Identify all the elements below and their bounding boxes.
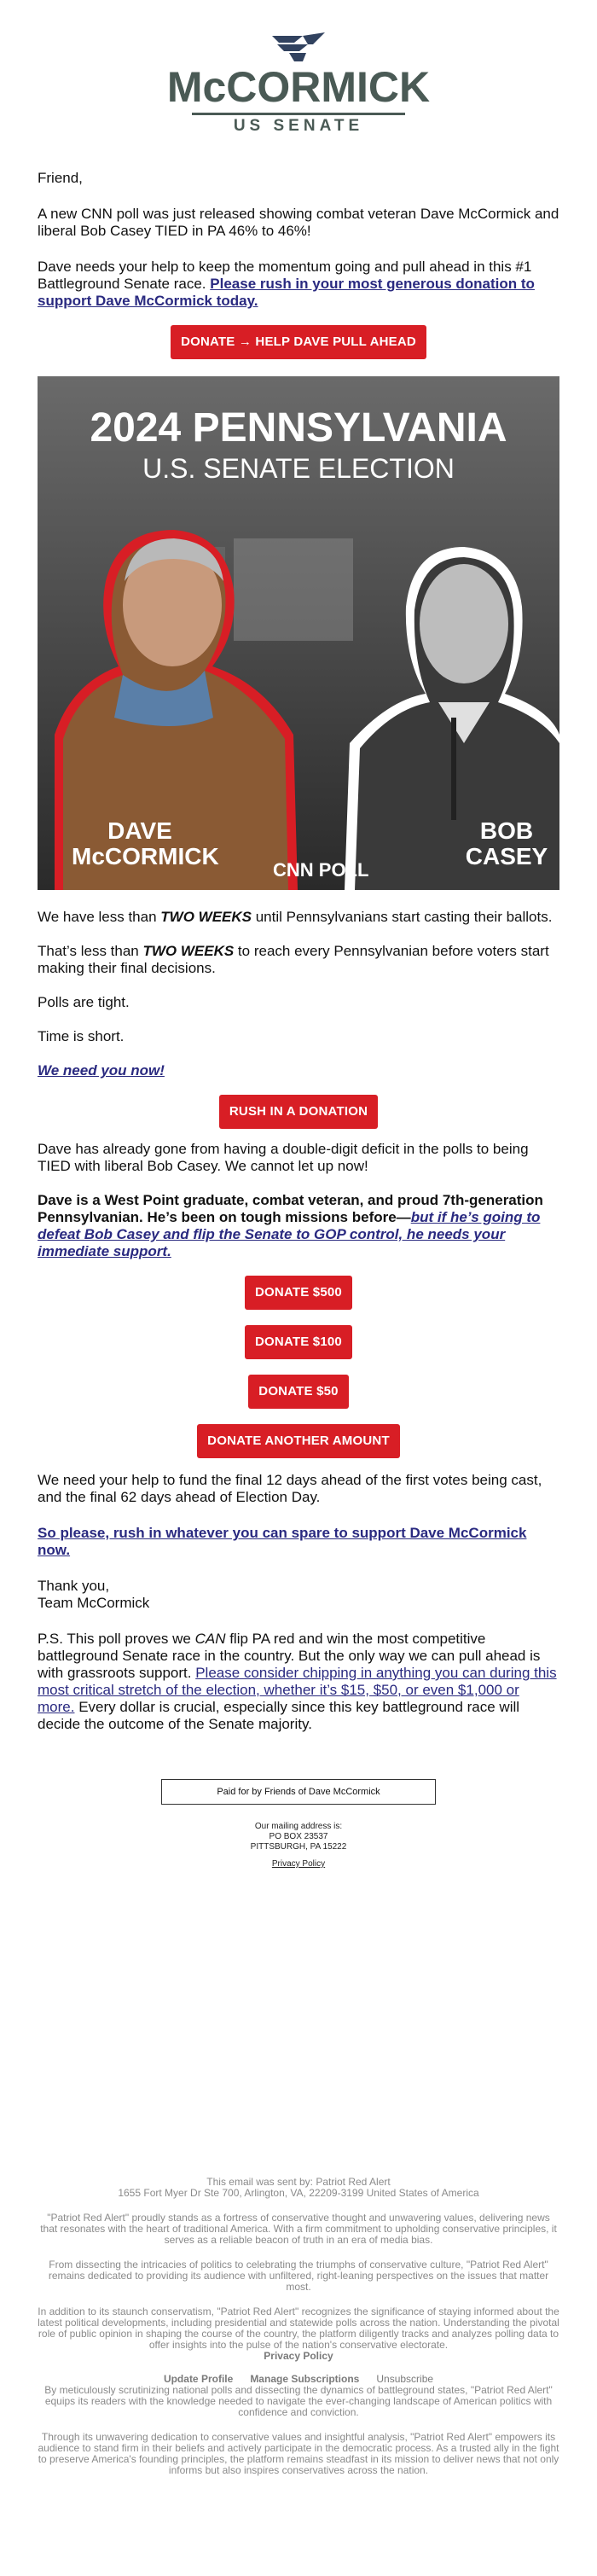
mailing-line-2: PITTSBURGH, PA 15222 (250, 1842, 347, 1852)
hero-poll-tag: CNN POLL (273, 859, 369, 881)
donate-help-dave-button[interactable]: DONATE → HELP DAVE PULL AHEAD (171, 325, 426, 359)
ps-text-a: P.S. This poll proves we (38, 1631, 195, 1647)
fine-print-3: In addition to its staunch conservatism, "Patriot Red Alert" recognizes the significance of staying informed about the latest political developments, including presidential and statewide polls across the nation. Understanding the pivotal role of public opinion in shaping the course of the country, the platform diligently tracks and analyzes polling data to offer insights into the pulse of the nation's conservative electorate. (38, 2306, 559, 2351)
rush-donation-button[interactable]: RUSH IN A DONATION (219, 1095, 378, 1129)
mailing-line-1: PO BOX 23537 (269, 1832, 328, 1841)
ps-text-c: Every dollar is crucial, especially since this key battleground race will decide the outcome of the Senate majority. (38, 1699, 520, 1732)
weeks1-emphasis: TWO WEEKS (160, 909, 252, 925)
intro-paragraph: A new CNN poll was just released showing combat veteran Dave McCormick and liberal Bob Casey TIED in PA 46% to 46%! (38, 206, 559, 239)
manage-subscriptions-link[interactable]: Manage Subscriptions (250, 2373, 360, 2385)
weeks2-emphasis: TWO WEEKS (142, 943, 235, 959)
logo-divider (192, 113, 405, 115)
privacy-policy-link[interactable]: Privacy Policy (271, 1859, 326, 1869)
weeks-paragraph-2 (38, 943, 559, 977)
fine-print-2: From dissecting the intricacies of politics to celebrating the triumphs of conservative culture, "Patriot Red Alert" remains dedicated to providing its audience with unfiltered, right-leaning perspectives on the issues that matter most. (48, 2259, 549, 2293)
time-short: Time is short. (38, 1028, 125, 1044)
help-paragraph (38, 259, 559, 310)
weeks-paragraph-1 (38, 909, 559, 926)
deficit-paragraph: Dave has already gone from having a double-digit deficit in the polls to being TIED with liberal Bob Casey. We cannot let up now! (38, 1141, 529, 1174)
ps-donate-link[interactable]: Please consider chipping in anything you can during this most critical stretch of the election, whether it’s $15, $50, or even $1,000 or more. (38, 1665, 557, 1715)
fine-print-5: Through its unwavering dedication to conservative values and insightful analysis, "Patriot Red Alert" empowers its audience to stand firm in their beliefs and actively participate in the democratic process. As a trusted ally in the fight to preserve America's founding principles, the platform remains steadfast in its mission to deliver news that not only informs but also inspires conservatives across the nation. (38, 2431, 559, 2476)
weeks1-text-a: We have less than (38, 909, 161, 925)
paid-for-box: Paid for by Friends of Dave McCormick (161, 1779, 436, 1805)
bio-bold-text: Dave is a West Point graduate, combat veteran, and proud 7th-generation Pennsylvanian. He’s been on tough missions before— (38, 1192, 543, 1225)
weeks2-text-b: to reach every Pennsylvanian before voters start making their final decisions. (38, 943, 549, 976)
fine-print-1: "Patriot Red Alert" proudly stands as a fortress of conservative thought and unwavering values, delivering news that resonates with the heart of traditional America. With a firm commitment to upholding conservative principles, it serves as a reliable beacon of truth in an era of media bias. (40, 2212, 557, 2246)
mailing-label: Our mailing address is: (254, 1822, 343, 1831)
sent-by: This email was sent by: Patriot Red Alert (206, 2176, 391, 2188)
eagle-icon (269, 32, 328, 63)
hero-title: 2024 PENNSYLVANIA (90, 405, 507, 451)
bio-paragraph (38, 1192, 559, 1260)
logo-name: McCORMICK (166, 63, 431, 111)
hero-subtitle: U.S. SENATE ELECTION (142, 453, 455, 484)
update-profile-link[interactable]: Update Profile (163, 2373, 234, 2385)
final-days-paragraph: We need your help to fund the final 12 days ahead of the first votes being cast, and the final 62 days ahead of Election Day. (38, 1472, 542, 1505)
email-body (38, 0, 559, 2476)
hero-right-name (464, 818, 549, 869)
campaign-logo (38, 0, 559, 136)
hero-left-name-first: DAVE (107, 817, 172, 844)
ps-emphasis: CAN (194, 1631, 226, 1647)
hero-left-name (72, 817, 219, 869)
hero-left-name-last: McCORMICK (72, 843, 219, 869)
greeting: Friend, (38, 170, 83, 186)
privacy-policy-link-2[interactable]: Privacy Policy (264, 2350, 333, 2362)
need-you-link[interactable]: We need you now! (38, 1062, 165, 1079)
donate-another-amount-button[interactable]: DONATE ANOTHER AMOUNT (197, 1424, 400, 1458)
weeks2-text-a: That’s less than (38, 943, 143, 959)
rush-support-link[interactable]: So please, rush in whatever you can spare to support Dave McCormick now. (38, 1525, 527, 1558)
ps-paragraph (38, 1631, 559, 1733)
help-text: Dave needs your help to keep the momentum going and pull ahead in this #1 Battleground Senate race. (38, 259, 532, 292)
ps-text-b: flip PA red and win the most competitive battleground Senate race in the country. But the only way we can pull ahead is with grassroots support. (38, 1631, 541, 1681)
donate-100-button[interactable]: DONATE $100 (245, 1325, 352, 1359)
donate-500-button[interactable]: DONATE $500 (245, 1276, 352, 1310)
bio-donate-link[interactable]: but if he’s going to defeat Bob Casey and flip the Senate to GOP control, he needs your immediate support. (38, 1209, 541, 1259)
logo-subtitle: US SENATE (233, 117, 364, 135)
fine-print-4: By meticulously scrutinizing national polls and dissecting the dynamics of battleground states, "Patriot Red Alert" equips its readers with the knowledge needed to navigate the ever-changing landscape of American politics with confidence and conviction. (44, 2384, 553, 2418)
sent-address: 1655 Fort Myer Dr Ste 700, Arlington, VA, 22209-3199 United States of America (118, 2187, 479, 2199)
help-donate-link[interactable]: Please rush in your most generous donation to support Dave McCormick today. (38, 276, 535, 309)
signature: Team McCormick (38, 1595, 150, 1611)
hero-right-name-last: CASEY (465, 843, 548, 869)
donate-50-button[interactable]: DONATE $50 (248, 1375, 348, 1409)
hero-image[interactable] (38, 376, 559, 890)
unsubscribe-link[interactable]: Unsubscribe (376, 2373, 434, 2385)
thanks: Thank you, (38, 1578, 110, 1594)
hero-right-name-first: BOB (479, 817, 534, 844)
polls-tight: Polls are tight. (38, 994, 130, 1010)
weeks1-text-b: until Pennsylvanians start casting their ballots. (252, 909, 553, 925)
